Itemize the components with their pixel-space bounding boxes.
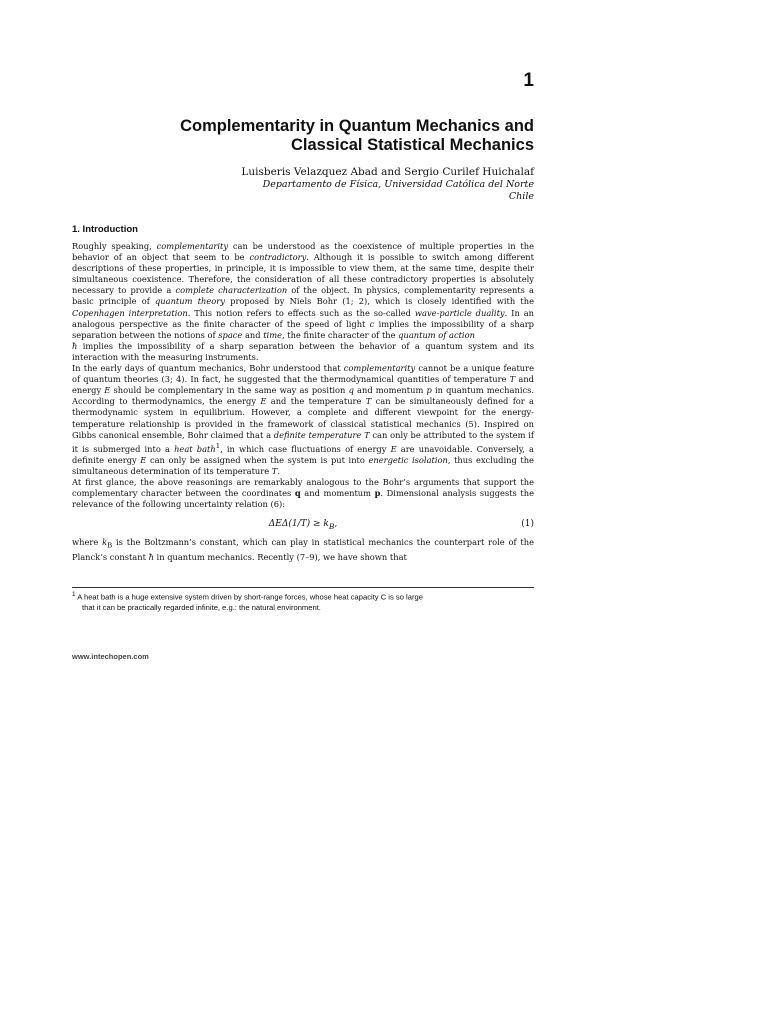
- emph-term: energetic isolation: [368, 454, 448, 465]
- emph-term: quantum of action: [398, 329, 475, 340]
- chapter-number: 1: [523, 70, 534, 91]
- text-run: . This notion refers to effects such as the so-called: [187, 307, 415, 318]
- math-subscript: B: [107, 541, 113, 550]
- text-run: should be complementary in the same way as position: [110, 385, 349, 396]
- math-symbol: k: [102, 537, 108, 548]
- text-run: Roughly speaking,: [72, 241, 157, 251]
- text-run: of the object. In physics, complementarity represents a basic principle of: [72, 285, 534, 307]
- paragraph-2: [72, 363, 534, 477]
- math-symbol: E: [140, 454, 147, 465]
- emph-term: quantum theory: [154, 296, 225, 307]
- text-run: . Dimensional analysis suggests the relevance of the following uncertainty relation (6):: [72, 487, 534, 509]
- text-run: implies the impossibility of a sharp separation between the notions of: [72, 318, 534, 340]
- text-run: implies the impossibility of a sharp separation between the behavior of a quantum system and its interaction with the measuring instruments.: [72, 340, 534, 362]
- math-symbol: q: [348, 385, 354, 396]
- math-symbol: T: [509, 374, 516, 385]
- math-symbol: p: [374, 487, 381, 498]
- equation-lhs: ΔEΔ(1/T) ≥ k: [268, 519, 329, 530]
- math-symbol: E: [104, 385, 111, 396]
- emph-term: complementarity: [343, 363, 416, 374]
- text-run: and momentum: [300, 487, 375, 498]
- emph-term: time: [263, 329, 282, 340]
- text-run: can be simultaneously defined for a thermodynamic system in equilibrium. However, a complete and different viewpoint for the energy-temperature relationship is provided in the framework of classical statistical mechanics (5). Inspired on Gibbs canonical ensemble, Bohr claimed that a: [72, 396, 535, 440]
- footnote-text: A heat bath is a huge extensive system driven by short-range forces, whose heat capacity C is so large: [75, 592, 423, 602]
- footnote: [72, 590, 534, 613]
- section-heading: 1. Introduction: [72, 224, 138, 235]
- text-run: proposed by Niels Bohr (1; 2), which is closely identified with the: [224, 296, 534, 307]
- text-run: At first glance, the above reasonings are remarkably analogous to the Bohr’s arguments that support the complementary character between the coordinates: [72, 476, 534, 498]
- math-symbol: c: [369, 318, 375, 329]
- text-run: . In an analogous perspective as the finite character of the speed of light: [72, 307, 534, 329]
- text-run: is the Boltzmann’s constant, which can play in statistical mechanics the counterpart role of the Planck’s constant: [72, 537, 534, 562]
- emph-term: Copenhagen interpretation: [72, 307, 188, 318]
- math-symbol: E: [260, 396, 267, 407]
- paragraph-1: [72, 241, 534, 363]
- affiliation: Departamento de Física, Universidad Católica del Norte: [262, 179, 534, 190]
- text-run: in quantum mechanics. Recently (7–9), we have shown that: [153, 551, 407, 562]
- text-run: cannot be a unique feature of quantum theories (3; 4). In fact, he suggested that the thermodynamical quantities of temperature: [72, 363, 534, 385]
- math-symbol: T: [365, 396, 372, 407]
- title-line-2: Classical Statistical Mechanics: [290, 136, 534, 154]
- author-names: Luisberis Velazquez Abad and Sergio Curilef Huichalaf: [241, 166, 534, 178]
- footer-url: www.intechopen.com: [72, 652, 149, 661]
- text-run: .: [277, 465, 280, 476]
- text-run: can be understood as the coexistence of multiple properties in the behavior of an object that seem to be: [72, 241, 534, 263]
- equation-subscript: B: [328, 521, 335, 531]
- emph-term: complementarity: [156, 241, 229, 251]
- emph-term: definite temperature T: [273, 429, 370, 440]
- footnote-ref: 1: [215, 441, 221, 450]
- emph-term: space: [218, 329, 243, 340]
- footnote-line-2: that it can be practically regarded infinite, e.g.: the natural environment.: [82, 602, 321, 612]
- math-symbol: q: [294, 487, 301, 498]
- text-run: in quantum mechanics. According to thermodynamics, the energy: [72, 385, 535, 407]
- math-symbol: E: [390, 443, 397, 454]
- text-run: and: [242, 329, 264, 340]
- emph-term: complete characterization: [175, 285, 288, 296]
- text-run: , thus excluding the simultaneous determination of its temperature: [72, 454, 534, 476]
- math-symbol: T: [271, 465, 278, 476]
- equation-formula: [72, 519, 534, 532]
- equation-number: (1): [521, 519, 534, 530]
- title-line-1: Complementarity in Quantum Mechanics and: [180, 117, 534, 135]
- paragraph-4: [72, 537, 534, 563]
- paper-title: [74, 117, 534, 155]
- text-run: can only be assigned when the system is put into: [146, 454, 369, 465]
- equation-tail: ,: [334, 519, 338, 530]
- footnote-divider: [72, 587, 534, 588]
- affiliation-country: Chile: [508, 191, 534, 202]
- math-symbol: p: [426, 385, 432, 396]
- body-text: [72, 241, 534, 563]
- text-run: , in which case fluctuations of energy: [220, 443, 391, 454]
- emph-term: contradictory: [249, 252, 307, 263]
- footnote-marker: 1: [72, 591, 76, 598]
- text-run: . Although it is possible to switch among different descriptions of these properties, in principle, it is impossible to view them, at the same time, despite their simultaneous coexistence. Therefore, the consideration of all these contradictory properties is absolutely necessary to provide a: [72, 252, 534, 296]
- paragraph-3: [72, 477, 534, 510]
- text-run: where: [72, 537, 103, 548]
- text-run: and energy: [72, 374, 534, 396]
- text-run: In the early days of quantum mechanics, Bohr understood that: [72, 363, 344, 374]
- math-symbol: ħ: [148, 551, 154, 562]
- emph-term: heat bath: [174, 443, 216, 454]
- footnote-line-1: [72, 590, 534, 603]
- text-run: and momentum: [353, 385, 427, 396]
- text-run: can only be attributed to the system if it is submerged into a: [72, 429, 534, 454]
- author-block: [74, 166, 534, 203]
- emph-term: wave-particle duality: [414, 307, 505, 318]
- text-run: are unavoidable. Conversely, a definite energy: [72, 443, 535, 465]
- equation-1: [72, 515, 534, 535]
- text-run: and the temperature: [266, 396, 366, 407]
- math-symbol: ħ: [72, 340, 78, 351]
- text-run: , the finite character of the: [281, 329, 399, 340]
